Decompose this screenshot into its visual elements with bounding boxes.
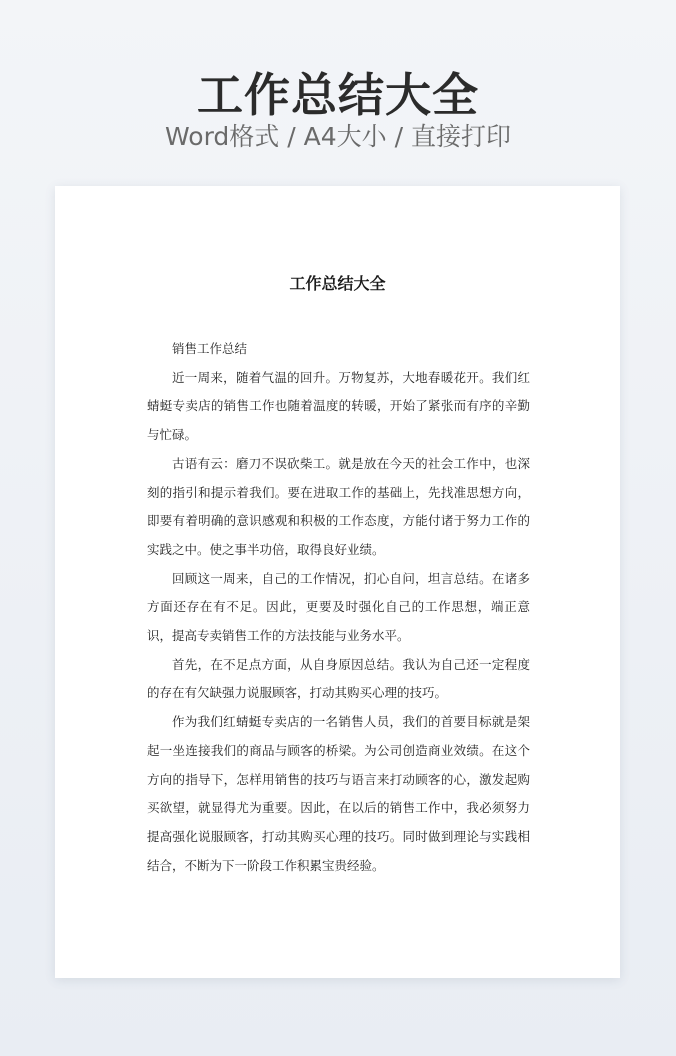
document-paragraph: 回顾这一周来，自己的工作情况，扪心自问，坦言总结。在诸多方面还存在有不足。因此，更要及时强化自己的工作思想，端正意识，提高专卖销售工作的方法技能与业务水平。	[147, 570, 530, 644]
hero-subtitle: Word格式 / A4大小 / 直接打印	[165, 122, 511, 151]
document-page	[55, 186, 620, 978]
document-paragraph: 首先，在不足点方面，从自身原因总结。我认为自己还一定程度的存在有欠缺强力说服顾客，打动其购买心理的技巧。	[147, 656, 530, 701]
document-title: 工作总结大全	[289, 274, 386, 293]
document-paragraph: 古语有云：磨刀不误砍柴工。就是放在今天的社会工作中，也深刻的指引和提示着我们。要在进取工作的基础上，先找准思想方向，即要有着明确的意识感观和积极的工作态度，方能付诸于努力工作的实践之中。使之事半功倍，取得良好业绩。	[147, 455, 530, 557]
hero-title: 工作总结大全	[197, 68, 479, 122]
document-paragraph: 近一周来，随着气温的回升。万物复苏，大地春暖花开。我们红蜻蜓专卖店的销售工作也随着温度的转暖，开始了紧张而有序的辛勤与忙碌。	[147, 369, 530, 443]
document-paragraph: 销售工作总结	[172, 341, 248, 356]
document-paragraph: 作为我们红蜻蜓专卖店的一名销售人员，我们的首要目标就是架起一坐连接我们的商品与顾客的桥梁。为公司创造商业效绩。在这个方向的指导下，怎样用销售的技巧与语言来打动顾客的心，激发起购买欲望，就显得尤为重要。因此，在以后的销售工作中，我必须努力提高强化说服顾客，打动其购买心理的技巧。同时做到理论与实践相结合，不断为下一阶段工作积累宝贵经验。	[147, 714, 530, 873]
document-body	[147, 335, 530, 880]
